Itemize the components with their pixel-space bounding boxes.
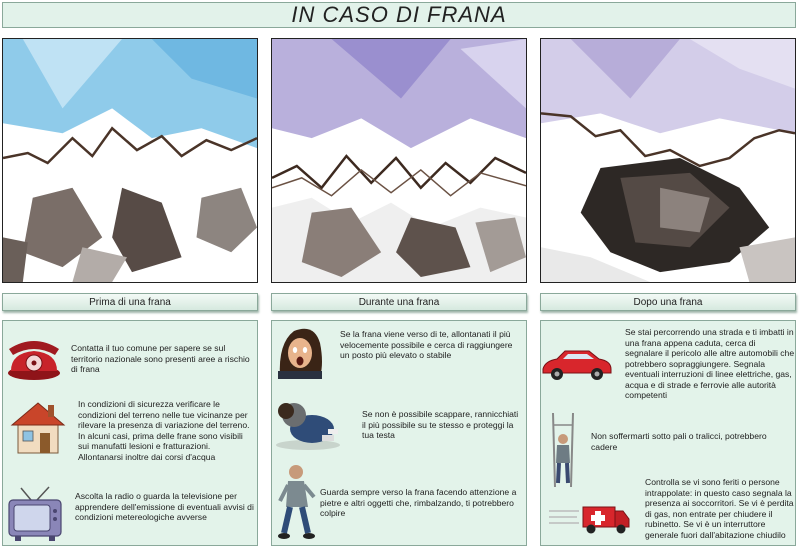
car-icon — [541, 347, 613, 381]
house-icon — [8, 399, 68, 455]
ambulance-icon — [549, 501, 631, 535]
page-title: IN CASO DI FRANA — [291, 2, 507, 27]
frightened-person-icon — [274, 323, 326, 379]
section-heading-during: Durante una frana — [271, 293, 527, 311]
tip-text: Controlla se vi sono feriti o persone intrappolate: in questo caso segnala la presenza ai soccorritori. Se vi è perdita di gas, non entrate per chiudere il rubinetto. Se vi è un interruttore generale fuori dall'abitazione chiudilo — [645, 477, 794, 540]
title-bar — [2, 2, 796, 28]
tips-box-before — [2, 320, 258, 546]
crouching-person-icon — [272, 393, 344, 453]
tip-text: Ascolta la radio o guarda la televisione per apprendere dell'emissione di eventuali avvisi di condizioni metereologiche avverse — [75, 491, 254, 522]
telephone-icon — [5, 335, 63, 381]
tip-text: Contatta il tuo comune per sapere se sul territorio nazionale sono presenti aree a rischio di frana — [71, 343, 250, 374]
tip-text: Se stai percorrendo una strada e ti imbatti in una frana appena caduta, cerca di segnalare il pericolo alle altre automobili che potrebbero sopraggiungere. Segnala eventuali interruzioni di linee elettriche, gas, acqua e di strade e ferrovie alle autorità competenti — [625, 327, 795, 400]
section-heading-before: Prima di una frana — [2, 293, 258, 311]
tip-text: Non soffermarti sotto pali o tralicci, potrebbero cadere — [591, 431, 767, 452]
pylon-person-icon — [545, 411, 581, 487]
tip-text: In condizioni di sicurezza verificare le condizioni del terreno nelle tue vicinanze per rilevare la presenza di variazione del terreno. In alcuni casi, prima delle frane sono visibili sui manufatti lesioni e fratturazioni. Allontanarsi inoltre dai corsi d'acqua — [78, 399, 250, 462]
illustration-during — [271, 38, 527, 283]
running-person-icon — [276, 463, 318, 541]
illustration-before — [2, 38, 258, 283]
tip-text: Se la frana viene verso di te, allontanati il più velocemente possibile e cerca di raggiungere un posto più elevato o stabile — [340, 329, 513, 360]
television-icon — [5, 486, 65, 542]
tips-box-during — [271, 320, 527, 546]
tip-text: Se non è possibile scappare, rannicchiati il più possibile su te stesso e proteggi la tua testa — [362, 409, 519, 440]
tip-text: Guarda sempre verso la frana facendo attenzione a pietre e altri oggetti che, rimbalzando, ti potrebbero colpire — [320, 487, 517, 518]
section-heading-after: Dopo una frana — [540, 293, 796, 311]
tips-box-after — [540, 320, 796, 546]
illustration-after — [540, 38, 796, 283]
